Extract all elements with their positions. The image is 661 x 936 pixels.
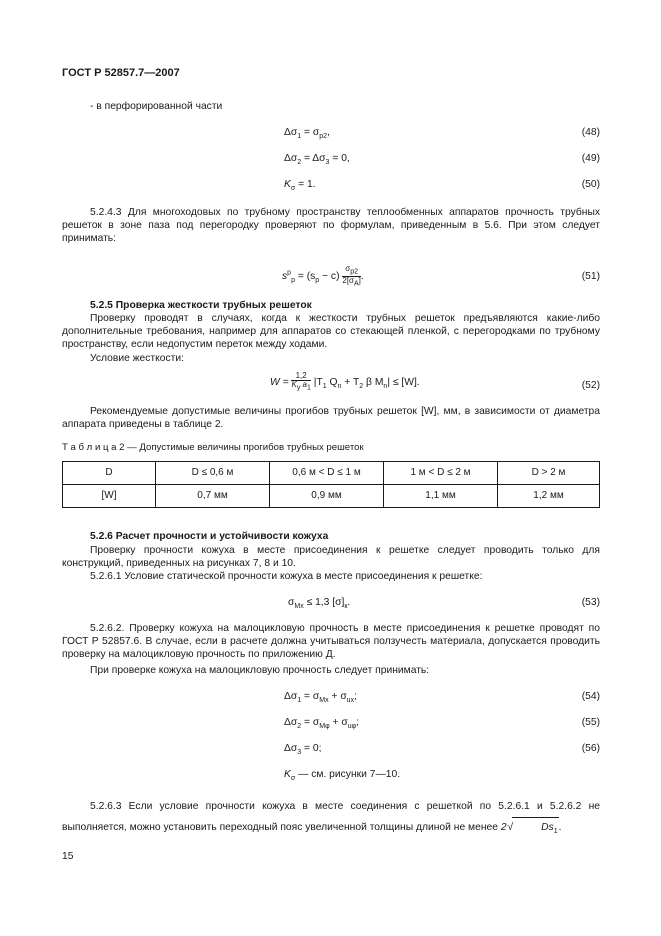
equation-48: $\Delta\sigma_1 = \sigma_{р2}$, (48) bbox=[284, 127, 600, 141]
equation-49: $\Delta\sigma_2 = \Delta\sigma_3 = 0$, (49) bbox=[284, 153, 600, 167]
table-cell: [W] bbox=[63, 485, 156, 508]
equation-56: $\Delta\sigma_3 = 0$; (56) bbox=[284, 743, 600, 757]
equation-55: $\Delta\sigma_2 = \sigma_{M\varphi} + \sigma_{u\varphi}$; (55) bbox=[284, 717, 600, 731]
table-cell: D bbox=[63, 462, 156, 485]
paragraph-recommended: Рекомендуемые допустимые величины прогибов трубных решеток [W], мм, в зависимости от диаметра аппарата приведены в таблице 2. bbox=[62, 406, 600, 430]
equation-50: $K_\sigma = 1$. (50) bbox=[284, 179, 600, 193]
table-cell: D ≤ 0,6 м bbox=[156, 462, 270, 485]
equation-52: W = $\frac{1,2}{K_y a_1}$ $|T_1$ $Q_n + T_2$ β $M_n| \le [W]$. (52) bbox=[270, 371, 600, 392]
heading-5-2-6: 5.2.6 Расчет прочности и устойчивости кожуха bbox=[90, 531, 329, 542]
table-cell: 1 м < D ≤ 2 м bbox=[384, 462, 498, 485]
table-cell: 1,1 мм bbox=[384, 485, 498, 508]
transition-length-formula: 2 √ $Ds_1$. bbox=[501, 822, 562, 833]
table-cell: 1,2 мм bbox=[498, 485, 600, 508]
paragraph-5-2-6-3: 5.2.6.3 Если условие прочности кожуха в месте соединения с решеткой по 5.2.6.1 и 5.2.6.2 не выполняется, можно установить переходный пояс увеличенной толщины длиной не менее 2 √ $Ds_1$. bbox=[62, 797, 600, 838]
table-cell: 0,7 мм bbox=[156, 485, 270, 508]
paragraph-5-2-6-1: 5.2.6.1 Условие статической прочности кожуха в месте присоединения к решетке: bbox=[90, 571, 483, 582]
document-header: ГОСТ Р 52857.7—2007 bbox=[62, 67, 180, 79]
paragraph-5-2-4-3: 5.2.4.3 Для многоходовых по трубному пространству теплообменных аппаратов прочность трубных решеток в зоне паза под перегородку проверяют по формулам, приведенным в 5.6. При этом следует принимать: bbox=[62, 207, 600, 244]
equation-number: (49) bbox=[581, 153, 600, 164]
paragraph-check-lowcycle: При проверке кожуха на малоцикловую прочность следует принимать: bbox=[90, 665, 430, 676]
table-caption: Т а б л и ц а 2 — Допустимые величины прогибов трубных решеток bbox=[62, 442, 364, 453]
equation-number: (51) bbox=[581, 271, 600, 282]
equation-number: (50) bbox=[581, 179, 600, 190]
equation-53: $\sigma_{Mx} \le 1,3$ $[\sigma]_к$. (53) bbox=[288, 597, 600, 611]
equation-number: (56) bbox=[581, 743, 600, 754]
paragraph-5-2-6: Проверку прочности кожуха в месте присоединения к решетке следует проводить только для конструкций, приведенных на рисунках 7, 8 и 10. bbox=[62, 545, 600, 569]
table-row bbox=[63, 485, 600, 508]
equation-number: (52) bbox=[581, 380, 600, 391]
page-number: 15 bbox=[62, 851, 74, 862]
table-cell: 0,9 мм bbox=[270, 485, 384, 508]
table-cell: D > 2 м bbox=[498, 462, 600, 485]
equation-number: (55) bbox=[581, 717, 600, 728]
perf-part-label: - в перфорированной части bbox=[90, 101, 223, 112]
heading-5-2-5: 5.2.5 Проверка жесткости трубных решеток bbox=[90, 300, 312, 311]
equation-number: (54) bbox=[581, 691, 600, 702]
deflection-table bbox=[62, 461, 600, 508]
paragraph-5-2-6-2: 5.2.6.2. Проверку кожуха на малоцикловую прочность в месте присоединения к решетке проводят по ГОСТ Р 52857.6. В случае, если в расчете должна учитываться ползучесть материала, допускается проводить проверку на малоцикловую прочность по приложению Д. bbox=[62, 623, 600, 660]
paragraph-5-2-5: Проверку проводят в случаях, когда к жесткости трубных решеток предъявляются какие-либо дополнительные требования, например для аппаратов со стекающей пленкой, с перегородками по трубному пространству, если недопустим переток между ходами. bbox=[62, 313, 600, 350]
table-cell: 0,6 м < D ≤ 1 м bbox=[270, 462, 384, 485]
table-header-row bbox=[63, 462, 600, 485]
equation-number: (48) bbox=[581, 127, 600, 138]
stiffness-condition-label: Условие жесткости: bbox=[90, 353, 184, 364]
equation-51: $s^р_р = (s_р - c)$ $\frac{\sigma_{р2}}{2[\sigma_А]}$ . (51) bbox=[282, 264, 600, 288]
k-sigma-note: $K_\sigma$ — см. рисунки 7—10. bbox=[284, 769, 401, 783]
equation-54: $\Delta\sigma_1 = \sigma_{Mx} + \sigma_{ux}$; (54) bbox=[284, 691, 600, 705]
equation-number: (53) bbox=[581, 597, 600, 608]
